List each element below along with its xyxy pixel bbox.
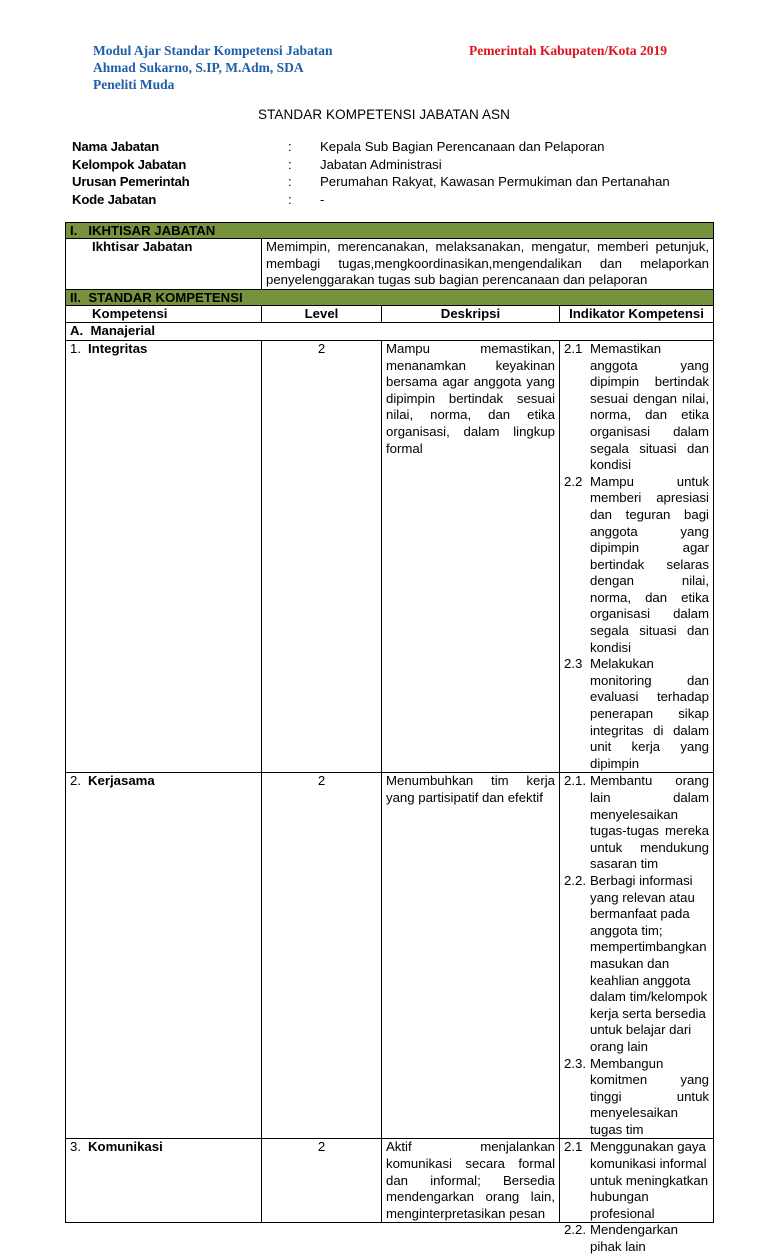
table-row [66,1139,714,1223]
competency-number: 2. [70,773,81,789]
indicator-number: 2.1 [564,340,583,356]
document-title: STANDAR KOMPETENSI JABATAN ASN [257,107,511,122]
indicator-list [564,1139,709,1255]
author-name: Ahmad Sukarno, S.IP, M.Adm, SDA [93,60,304,75]
indicator-number: 2.2 [564,473,583,489]
competency-number: 3. [70,1139,81,1155]
job-info [72,138,670,208]
info-colon: : [288,174,292,189]
competency-number: 1. [70,340,81,356]
info-value: Jabatan Administrasi [320,156,442,172]
info-row-nama-jabatan [72,138,670,156]
info-row-urusan-pemerintah [72,173,670,191]
competency-cell [66,773,262,1139]
indicator-item [564,474,709,657]
ikhtisar-text: Memimpin, merencanakan, melaksanakan, mengatur, memberi petunjuk, membagi tugas,mengkoordinasikan,mengendalikan dan melaporkan penyelenggarakan tugas sub bagian perencanaan dan pelaporan [262,239,714,290]
indicator-text: Membantu orang lain dalam menyelesaikan tugas-tugas mereka untuk mendukung sasaran tim [590,773,709,872]
indicator-item [564,773,709,873]
competency-name: Komunikasi [88,1139,163,1155]
indicator-number: 2.3 [564,656,583,672]
indicator-text: Membangun komitmen yang tinggi untuk menyelesaikan tugas tim [590,1055,709,1137]
section-header-ikhtisar [66,223,714,239]
indicator-number: 2.1. [564,773,586,789]
competency-table-wrapper [65,222,713,1255]
indicator-text: Mendengarkan pihak lain [590,1222,678,1255]
competency-cell [66,340,262,772]
indicator-number: 2.3. [564,1055,586,1071]
column-header-indikator: Indikator Kompetensi [560,305,714,323]
indicator-item [564,1056,709,1139]
indicator-number: 2.2. [564,872,586,888]
competency-name: Integritas [88,340,148,356]
description-cell: Mampu memastikan, menanamkan keyakinan bersama agar anggota yang dipimpin bertindak sesuai nilai, norma, dan etika organisasi, dalam lingkup formal [382,340,560,772]
indicator-cell [560,1139,714,1255]
info-label: Kelompok Jabatan [72,156,187,172]
indicator-text: Melakukan monitoring dan evaluasi terhadap penerapan sikap integritas di dalam unit kerja yang dipimpin [590,656,709,771]
indicator-item [564,1139,709,1222]
competency-table [65,222,714,1255]
info-row-kode-jabatan [72,191,670,209]
info-colon: : [288,191,292,207]
indicator-cell [560,773,714,1139]
header-right: Pemerintah Kabupaten/Kota 2019 [469,43,667,58]
level-cell: 2 [262,340,382,772]
header-left [93,42,333,93]
info-value: Perumahan Rakyat, Kawasan Permukiman dan Pertanahan [320,174,670,189]
indicator-number: 2.2. [564,1222,586,1238]
subsection-title: A. Manajerial [66,323,714,341]
indicator-item [564,873,709,1056]
indicator-item [564,1222,709,1255]
subsection-row [66,323,714,341]
info-row-kelompok-jabatan [72,156,670,174]
table-row [66,773,714,1139]
section-header-standar [66,289,714,305]
info-label: Kode Jabatan [72,191,157,207]
column-header-level: Level [262,305,382,323]
section-title: I. IKHTISAR JABATAN [66,223,714,239]
level-cell: 2 [262,773,382,1139]
column-header-row [66,305,714,323]
indicator-text: Menggunakan gaya komunikasi informal untuk meningkatkan hubungan profesional [590,1139,709,1221]
description-cell [382,1139,560,1223]
info-colon: : [288,139,292,154]
description-cell: Menumbuhkan tim kerja yang partisipatif dan efektif [382,773,560,1139]
indicator-text: Berbagi informasi yang relevan atau bermanfaat pada anggota tim; mempertimbangkan masukan dan keahlian anggota dalam tim/kelompok kerja serta bersedia untuk belajar dari orang lain [590,872,708,1054]
info-label: Nama Jabatan [72,139,160,154]
info-value: Kepala Sub Bagian Perencanaan dan Pelaporan [320,139,605,154]
indicator-number: 2.1 [564,1139,583,1155]
table-row [66,340,714,772]
info-label: Urusan Pemerintah [72,174,190,189]
info-value: - [320,191,325,207]
module-title: Modul Ajar Standar Kompetensi Jabatan [93,43,333,58]
author-position: Peneliti Muda [93,77,175,92]
competency-name: Kerjasama [88,773,155,789]
level-cell: 2 [262,1139,382,1223]
indicator-item [564,341,709,474]
indicator-text: Mampu untuk memberi apresiasi dan teguran bagi anggota yang dipimpin agar bertindak selaras dengan nilai, norma, dan etika organisasi dalam segala situasi dan kondisi [590,473,709,655]
info-colon: : [288,156,292,172]
ikhtisar-row [66,239,714,290]
column-header-kompetensi: Kompetensi [66,305,262,323]
section-title: II. STANDAR KOMPETENSI [66,289,714,305]
competency-cell [66,1139,262,1223]
column-header-deskripsi: Deskripsi [382,305,560,323]
ikhtisar-label: Ikhtisar Jabatan [66,239,262,290]
description-text: Aktif menjalankan komunikasi secara formal dan informal; Bersedia mendengarkan orang lain, menginterpretasikan pesan [386,1139,555,1221]
indicator-item [564,656,709,772]
indicator-cell [560,340,714,772]
indicator-text: Memastikan anggota yang dipimpin bertindak sesuai dengan nilai, norma, dan etika organisasi dalam segala situasi dan kondisi [590,340,709,473]
